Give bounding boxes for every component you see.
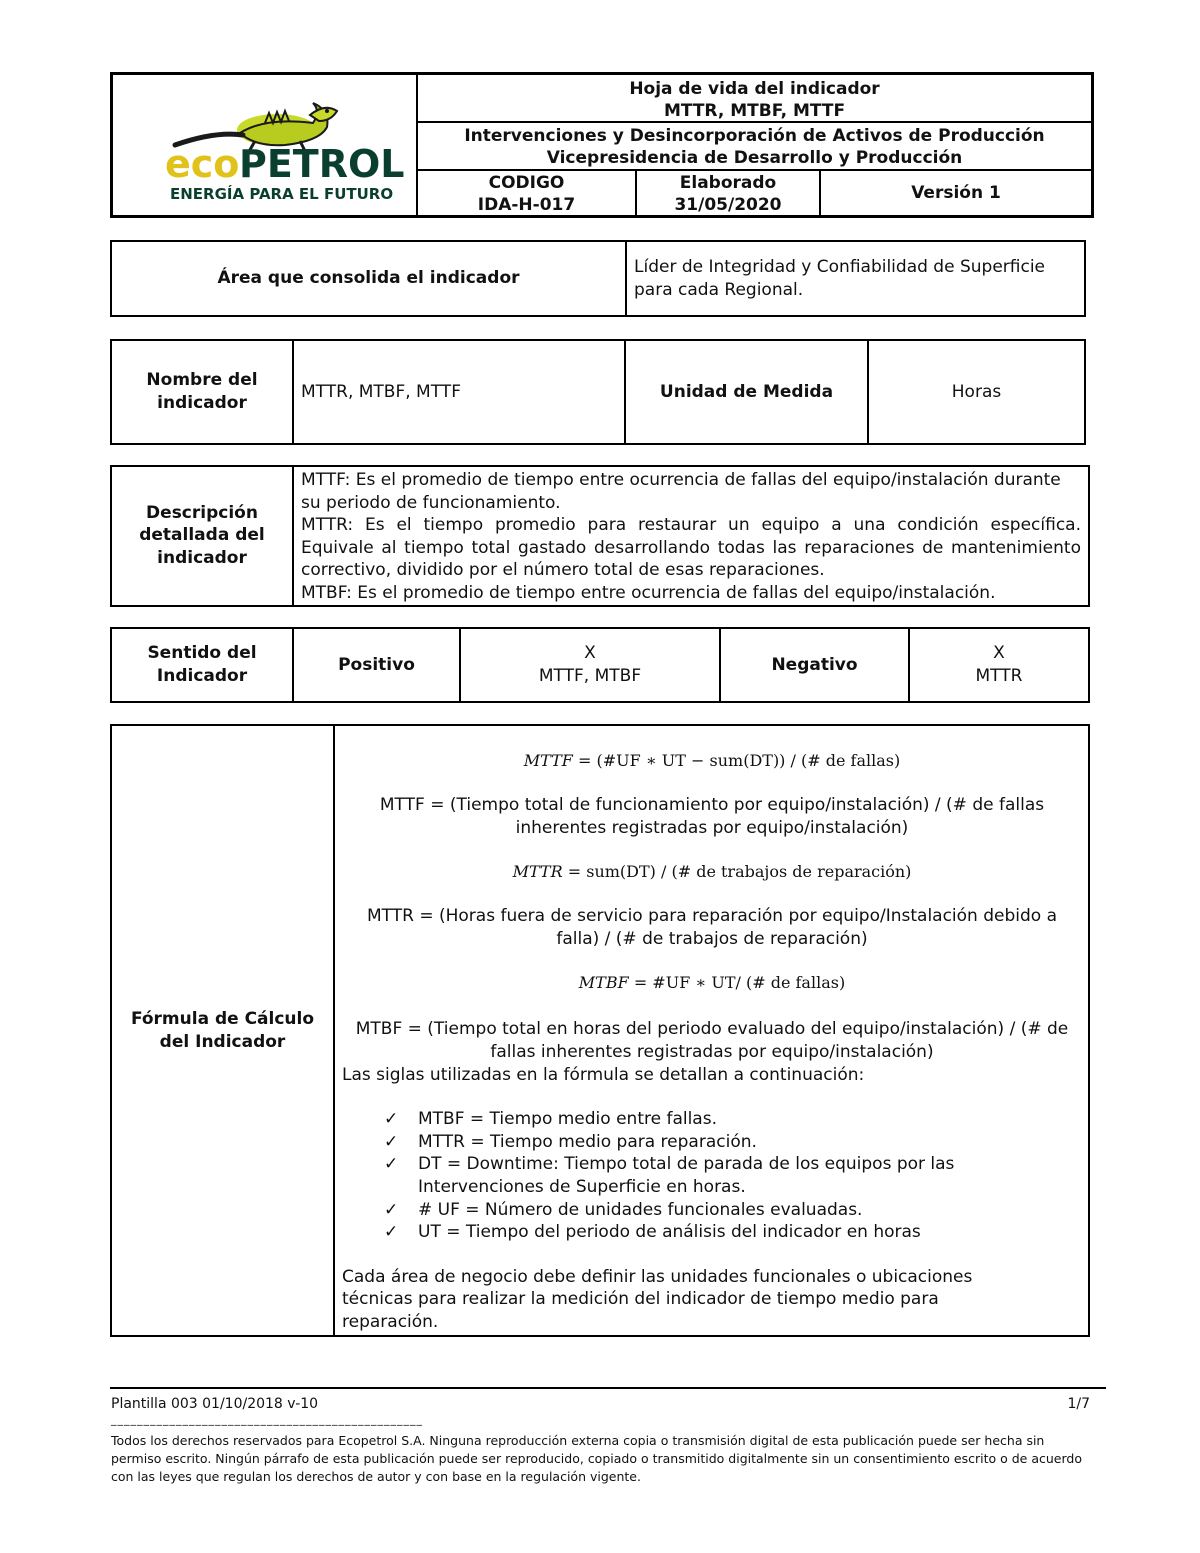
nombre-label-cell	[111, 340, 293, 444]
footer-divider	[110, 1387, 1106, 1389]
formula-table	[110, 724, 1090, 1337]
descripcion-label: Descripción detallada del indicador	[139, 502, 265, 569]
check-icon: ✓	[384, 1154, 399, 1175]
descripcion-mtbf: MTBF: Es el promedio de tiempo entre ocurrencia de fallas del equipo/instalación.	[301, 582, 996, 603]
descripcion-mttr: MTTR: Es el tiempo promedio para restaurar un equipo a una condición específica. Equivale al tiempo total gastado desarrollando todas las reparaciones de mantenimiento correctivo, dividido por el número total de esas reparaciones.	[301, 515, 1081, 581]
positivo-mark: X	[584, 643, 596, 664]
mttf-equation-rhs: = (#UF ∗ UT − sum(DT)) / (# de fallas)	[578, 751, 901, 770]
formula-label-cell	[111, 725, 334, 1336]
header-box	[110, 72, 1094, 218]
positivo-label-cell	[293, 628, 460, 702]
descripcion-mttf: MTTF: Es el promedio de tiempo entre ocurrencia de fallas del equipo/instalación durante su periodo de funcionamiento.	[301, 470, 1061, 513]
nombre-value-cell	[293, 340, 625, 444]
sigla-item	[342, 1108, 1082, 1131]
sentido-table	[110, 627, 1090, 703]
version-label: Versión 1	[911, 183, 1001, 203]
logo-eco: eco	[165, 142, 240, 186]
sentido-label: Sentido del Indicador	[147, 643, 257, 686]
area-table	[110, 240, 1086, 317]
elaborado-label: Elaborado	[679, 173, 777, 193]
doc-title: Hoja de vida del indicador	[629, 79, 880, 99]
logo-tagline: ENERGÍA PARA EL FUTURO	[170, 185, 394, 203]
positivo-value-cell	[460, 628, 720, 702]
siglas-intro: Las siglas utilizadas en la fórmula se detallan a continuación:	[342, 1064, 865, 1085]
title-cell	[418, 75, 1091, 123]
mtbf-definition: MTBF = (Tiempo total en horas del periodo evaluado del equipo/instalación) / (# de fallas inherentes registradas por equipo/instalación)	[355, 1019, 1069, 1062]
check-icon: ✓	[384, 1222, 399, 1243]
negativo-label: Negativo	[771, 654, 858, 675]
footer-copyright: Todos los derechos reservados para Ecopetrol S.A. Ninguna reproducción externa copia o transmisión digital de esta publicación puede ser hecha sin permiso escrito. Ningún párrafo de esta publicación puede ser reproducido, copiado o transmitido digitalmente sin un consentimiento escrito o de acuerdo con las leyes que regulan los derechos de autor y con base en la regulación vigente.	[111, 1433, 1082, 1484]
sigla-item	[342, 1221, 1082, 1244]
elaborado-cell	[637, 171, 821, 215]
mttr-equation-lhs: MTTR	[512, 862, 563, 882]
mttf-equation-lhs: MTTF	[523, 751, 573, 770]
mttf-definition: MTTF = (Tiempo total de funcionamiento por equipo/instalación) / (# de fallas inherentes registradas por equipo/instalación)	[379, 795, 1045, 838]
unidad-value-cell	[868, 340, 1085, 444]
check-icon: ✓	[384, 1131, 399, 1152]
negativo-mark: X	[993, 643, 1005, 664]
mtbf-equation	[342, 972, 1082, 994]
ecopetrol-logo	[115, 75, 415, 215]
logo-petrol: PETROL	[239, 142, 405, 186]
sigla-text: DT = Downtime: Tiempo total de parada de los equipos por las Intervenciones de Superficie en horas.	[418, 1154, 955, 1197]
area-value-cell	[626, 241, 1085, 316]
footer-rule: ________________________________________________	[111, 1413, 423, 1426]
mttr-equation-rhs: = sum(DT) / (# de trabajos de reparación)	[567, 862, 912, 882]
negativo-value-cell	[909, 628, 1089, 702]
positivo-value: MTTF, MTBF	[538, 666, 642, 686]
check-icon: ✓	[384, 1109, 399, 1130]
sigla-item	[342, 1131, 1082, 1154]
footer-page-number: 1/7	[1067, 1396, 1090, 1412]
formula-label: Fórmula de Cálculo del Indicador	[130, 1008, 315, 1052]
code-cell	[418, 171, 637, 215]
negativo-value: MTTR	[975, 666, 1023, 686]
descripcion-label-cell	[111, 466, 293, 606]
sigla-text: UT = Tiempo del periodo de análisis del indicador en horas	[418, 1222, 921, 1243]
area-label: Área que consolida el indicador	[217, 268, 520, 289]
doc-subtitle: MTTR, MTBF, MTTF	[663, 101, 846, 121]
siglas-list	[342, 1108, 1082, 1244]
code-value: IDA-H-017	[477, 195, 576, 215]
sigla-text: MTBF = Tiempo medio entre fallas.	[418, 1109, 717, 1130]
sigla-text: # UF = Número de unidades funcionales evaluadas.	[418, 1199, 863, 1220]
mtbf-equation-lhs: MTBF	[578, 973, 629, 993]
code-label: CODIGO	[488, 173, 565, 193]
version-cell	[821, 171, 1091, 215]
footer-template: Plantilla 003 01/10/2018 v-10	[111, 1396, 319, 1412]
nombre-table	[110, 339, 1086, 445]
nombre-label: Nombre del indicador	[146, 370, 258, 413]
sigla-item	[342, 1199, 1082, 1222]
formula-body-cell	[334, 725, 1089, 1336]
unidad-value: Horas	[951, 381, 1002, 402]
descripcion-table	[110, 465, 1090, 607]
positivo-label: Positivo	[338, 654, 415, 675]
mttr-equation	[342, 861, 1082, 883]
nombre-value: MTTR, MTBF, MTTF	[301, 381, 461, 402]
descripcion-value-cell	[293, 466, 1089, 606]
elaborado-value: 31/05/2020	[674, 195, 782, 215]
logo-cell	[113, 75, 418, 215]
area-value: Líder de Integridad y Confiabilidad de Superficie para cada Regional.	[634, 256, 1046, 300]
unidad-label: Unidad de Medida	[659, 381, 834, 402]
department-name: Intervenciones y Desincorporación de Activos de Producción	[464, 126, 1045, 146]
negativo-label-cell	[720, 628, 909, 702]
mtbf-equation-rhs: = #UF ∗ UT/ (# de fallas)	[633, 973, 846, 993]
vicepresidency-name: Vicepresidencia de Desarrollo y Producción	[546, 148, 963, 168]
sigla-text: MTTR = Tiempo medio para reparación.	[418, 1131, 757, 1152]
sigla-item	[342, 1153, 1082, 1198]
unidad-label-cell	[625, 340, 868, 444]
formula-closing-note: Cada área de negocio debe definir las unidades funcionales o ubicaciones técnicas para realizar la medición del indicador de tiempo medio para reparación.	[342, 1266, 973, 1332]
sentido-label-cell	[111, 628, 293, 702]
mttr-definition: MTTR = (Horas fuera de servicio para reparación por equipo/Instalación debido a falla) / (# de trabajos de reparación)	[366, 906, 1058, 949]
check-icon: ✓	[384, 1199, 399, 1220]
department-cell	[418, 123, 1091, 171]
mttf-equation	[342, 750, 1082, 772]
area-label-cell	[111, 241, 626, 316]
